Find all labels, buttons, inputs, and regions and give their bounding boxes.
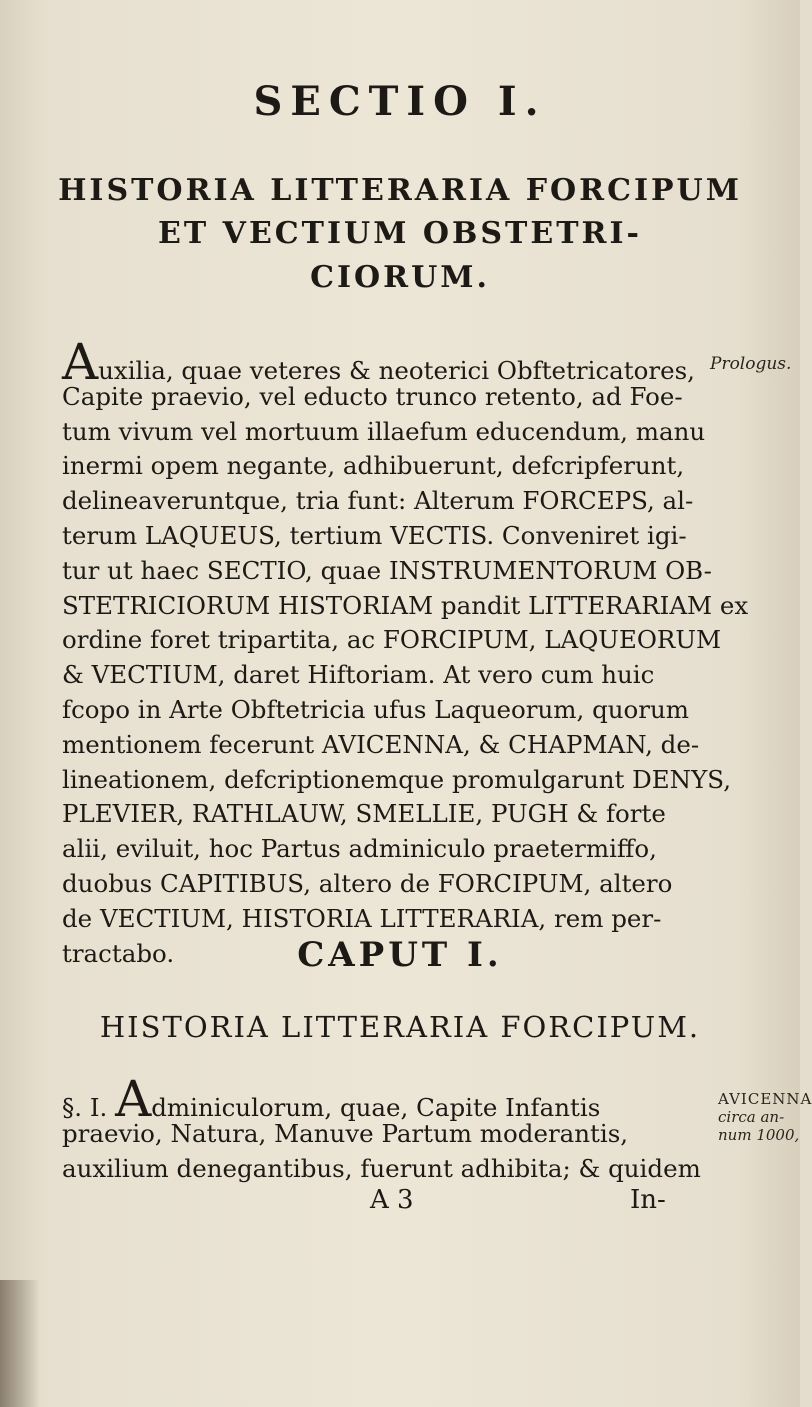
signature-mark: A 3	[370, 1185, 414, 1215]
section-title-line-3: CIORUM.	[310, 260, 490, 295]
intro-line: fcopo in Arte Obftetricia ufus Laqueorum, quorum	[62, 694, 690, 724]
intro-line: PLEVIER, RATHLAUW, SMELLIE, PUGH & forte	[62, 799, 666, 829]
intro-line: tum vivum vel mortuum illaefum educendum, manu	[62, 416, 706, 446]
section-title-line-2: ET VECTIUM OBSTETRI-	[158, 216, 642, 251]
intro-line: tur ut haec SECTIO, quae INSTRUMENTORUM OB-	[62, 555, 712, 585]
intro-line: inermi opem negante, adhibuerunt, defcripferunt,	[62, 451, 685, 481]
margin-note-prologus: Prologus.	[710, 354, 792, 374]
intro-line: delineaveruntque, tria funt: Alterum FORCEPS, al-	[62, 486, 694, 516]
margin-note-date-1: circa an-	[718, 1108, 785, 1126]
intro-line: duobus CAPITIBUS, altero de FORCIPUM, altero	[62, 868, 673, 898]
paragraph-drop-initial: A	[115, 1070, 152, 1128]
section-mark: §. I.	[62, 1093, 108, 1122]
intro-line: ordine foret tripartita, ac FORCIPUM, LAQUEORUM	[62, 625, 722, 655]
catchword: In-	[630, 1185, 666, 1215]
section-title-line-1: HISTORIA LITTERARIA FORCIPUM	[58, 173, 742, 208]
chapter-heading: CAPUT I.	[297, 935, 503, 975]
page-edge-shadow	[0, 1280, 40, 1407]
paragraph-line: praevio, Natura, Manuve Partum moderantis,	[62, 1118, 629, 1148]
intro-paragraph	[62, 333, 749, 971]
section-heading: SECTIO I.	[253, 78, 547, 125]
intro-line: & VECTIUM, daret Hiftoriam. At vero cum huic	[62, 660, 655, 690]
paragraph-line: auxilium denegantibus, fuerunt adhibita; & quidem	[62, 1153, 701, 1183]
margin-note-date-2: num 1000,	[718, 1126, 800, 1144]
intro-line-1: Auxilia, quae veteres & neoterici Obftetricatores,	[62, 333, 695, 391]
intro-line: tractabo.	[62, 938, 175, 968]
margin-note-avicenna	[718, 1090, 812, 1144]
intro-line: mentionem fecerunt AVICENNA, & CHAPMAN, de-	[62, 729, 700, 759]
intro-line: STETRICIORUM HISTORIAM pandit LITTERARIAM ex	[62, 590, 749, 620]
margin-note-name: AVICENNA	[718, 1090, 812, 1108]
intro-line: Capite praevio, vel educto trunco retento, ad Foe-	[62, 381, 683, 411]
paragraph-line-1: §. I. Adminiculorum, quae, Capite Infantis	[62, 1070, 601, 1128]
intro-line: alii, eviluit, hoc Partus adminiculo praetermiffo,	[62, 834, 657, 864]
paragraph-1	[62, 1070, 702, 1186]
intro-line: lineationem, defcriptionemque promulgarunt DENYS,	[62, 764, 731, 794]
intro-line: de VECTIUM, HISTORIA LITTERARIA, rem per-	[62, 903, 662, 933]
intro-line: terum LAQUEUS, tertium VECTIS. Conveniret igi-	[62, 520, 687, 550]
chapter-subtitle: HISTORIA LITTERARIA FORCIPUM.	[99, 1010, 701, 1044]
intro-drop-initial: A	[62, 333, 99, 391]
